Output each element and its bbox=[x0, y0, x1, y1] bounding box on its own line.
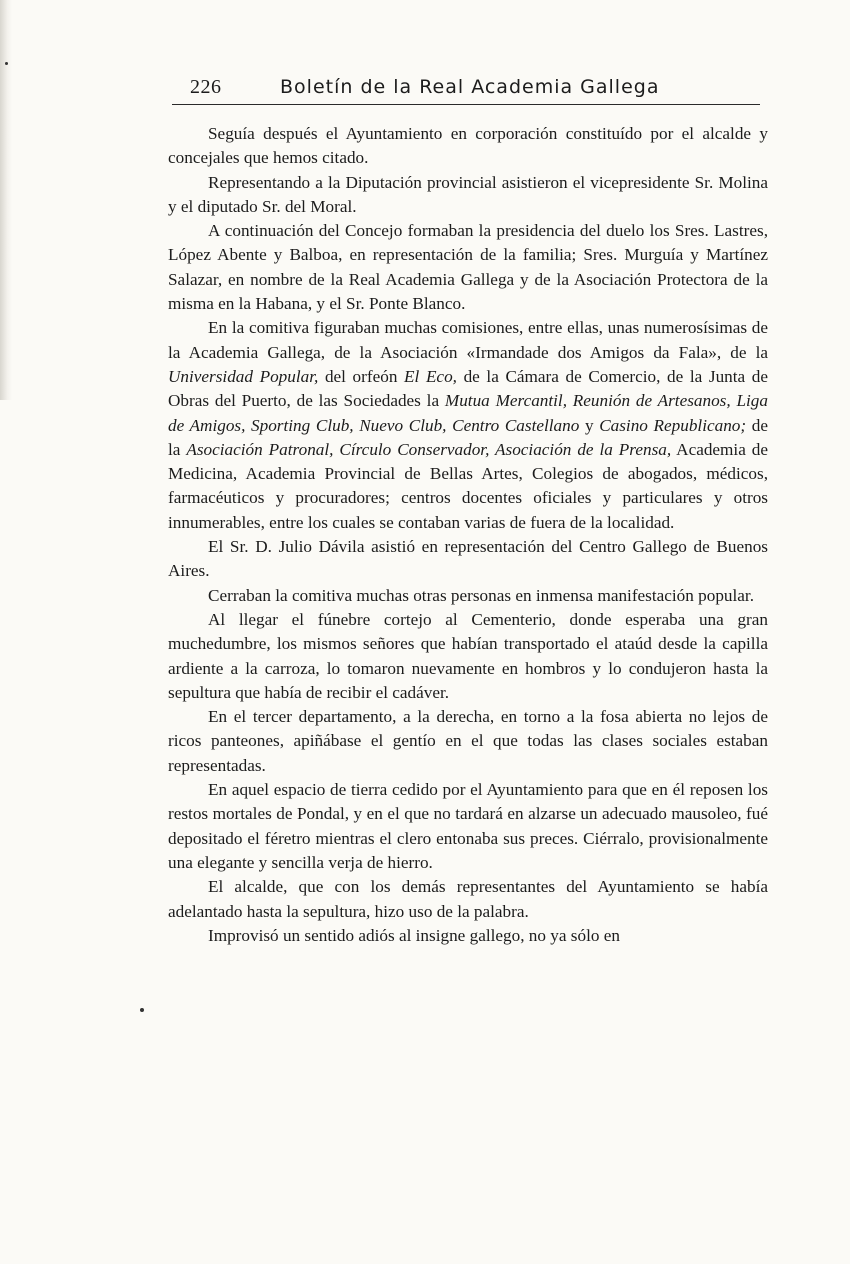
running-title: Boletín de la Real Academia Gallega bbox=[280, 76, 660, 98]
body-text bbox=[168, 122, 768, 948]
paragraph-p10 bbox=[168, 875, 768, 924]
paragraph-p1 bbox=[168, 122, 768, 171]
text-segment: del orfeón bbox=[318, 366, 405, 386]
text-segment: Representando a la Diputación provincial asistieron el vicepresidente Sr. Molina y el diputado Sr. del Moral. bbox=[168, 172, 768, 216]
text-segment: y bbox=[579, 415, 600, 435]
page-number: 226 bbox=[190, 76, 222, 98]
text-segment: En el tercer departamento, a la derecha, en torno a la fosa abierta no lejos de ricos panteones, apiñábase el gentío en el que todas las clases sociales estaban representadas. bbox=[168, 707, 768, 775]
paragraph-p2 bbox=[168, 171, 768, 220]
paragraph-p6 bbox=[168, 584, 768, 608]
italic-text-segment: Asociación Patronal, Círculo Conservador, Asociación de la Prensa, bbox=[186, 439, 672, 459]
paragraph-p4 bbox=[168, 316, 768, 535]
text-segment: En aquel espacio de tierra cedido por el Ayuntamiento para que en él reposen los restos mortales de Pondal, y en el que no tardará en alzarse un adecuado mausoleo, fué depositado el féretro mientras el clero entonaba sus preces. Ciérralo, provisionalmente una elegante y sencilla verja de hierro. bbox=[168, 780, 768, 872]
text-segment: de la bbox=[168, 415, 768, 459]
text-segment: A continuación del Concejo formaban la presidencia del duelo los Sres. Lastres, López Abente y Balboa, en representación de la familia; Sres. Murguía y Martínez Salazar, en nombre de la Real Academia Gallega y de la Asociación Protectora de la misma en la Habana, y el Sr. Ponte Blanco. bbox=[168, 221, 768, 314]
paragraph-p3 bbox=[168, 219, 768, 316]
text-segment: Seguía después el Ayuntamiento en corporación constituído por el alcalde y concejales que hemos citado. bbox=[168, 124, 768, 168]
paragraph-p11 bbox=[168, 924, 768, 948]
text-segment: En la comitiva figuraban muchas comisiones, entre ellas, unas numerosísimas de la Academia Gallega, de la Asociación «Irmandade dos Amigos da Fala», de la bbox=[168, 318, 768, 362]
italic-text-segment: Casino Republicano; bbox=[599, 415, 747, 435]
paragraph-p7 bbox=[168, 608, 768, 705]
header-rule bbox=[172, 104, 760, 105]
margin-speck bbox=[140, 1008, 144, 1012]
page-header bbox=[190, 76, 758, 104]
margin-speck bbox=[5, 62, 8, 65]
paragraph-p9 bbox=[168, 778, 768, 875]
text-segment: Cerraban la comitiva muchas otras personas en inmensa manifestación popular. bbox=[208, 585, 755, 605]
paragraph-p8 bbox=[168, 705, 768, 778]
text-segment: El Sr. D. Julio Dávila asistió en representación del Centro Gallego de Buenos Aires. bbox=[168, 537, 768, 581]
page-edge-shadow bbox=[0, 0, 12, 400]
italic-text-segment: Mutua Mercantil, Reunión de Artesanos, Liga de Amigos, Sporting Club, Nuevo Club, Centro Castellano bbox=[168, 391, 768, 435]
text-segment: Improvisó un sentido adiós al insigne gallego, no ya sólo en bbox=[208, 925, 620, 945]
text-segment: Academia de Medicina, Academia Provincial de Bellas Artes, Colegios de abogados, médicos, farmacéuticos y procuradores; centros docentes oficiales y particulares y otros innumerables, entre los cuales se contaban varias de fuera de la localidad. bbox=[168, 439, 769, 532]
text-segment: Al llegar el fúnebre cortejo al Cementerio, donde esperaba una gran muchedumbre, los mismos señores que habían transportado el ataúd desde la capilla ardiente a la carroza, lo tomaron nuevamente en hombros y lo condujeron hasta la sepultura que había de recibir el cadáver. bbox=[168, 609, 768, 702]
italic-text-segment: El Eco, bbox=[404, 366, 457, 386]
text-segment: El alcalde, que con los demás representantes del Ayuntamiento se había adelantado hasta la sepultura, hizo uso de la palabra. bbox=[168, 877, 768, 921]
paragraph-p5 bbox=[168, 535, 768, 584]
italic-text-segment: Universidad Popular, bbox=[168, 366, 319, 386]
text-segment: de la Cámara de Comercio, de la Junta de Obras del Puerto, de las Sociedades la bbox=[168, 366, 769, 411]
